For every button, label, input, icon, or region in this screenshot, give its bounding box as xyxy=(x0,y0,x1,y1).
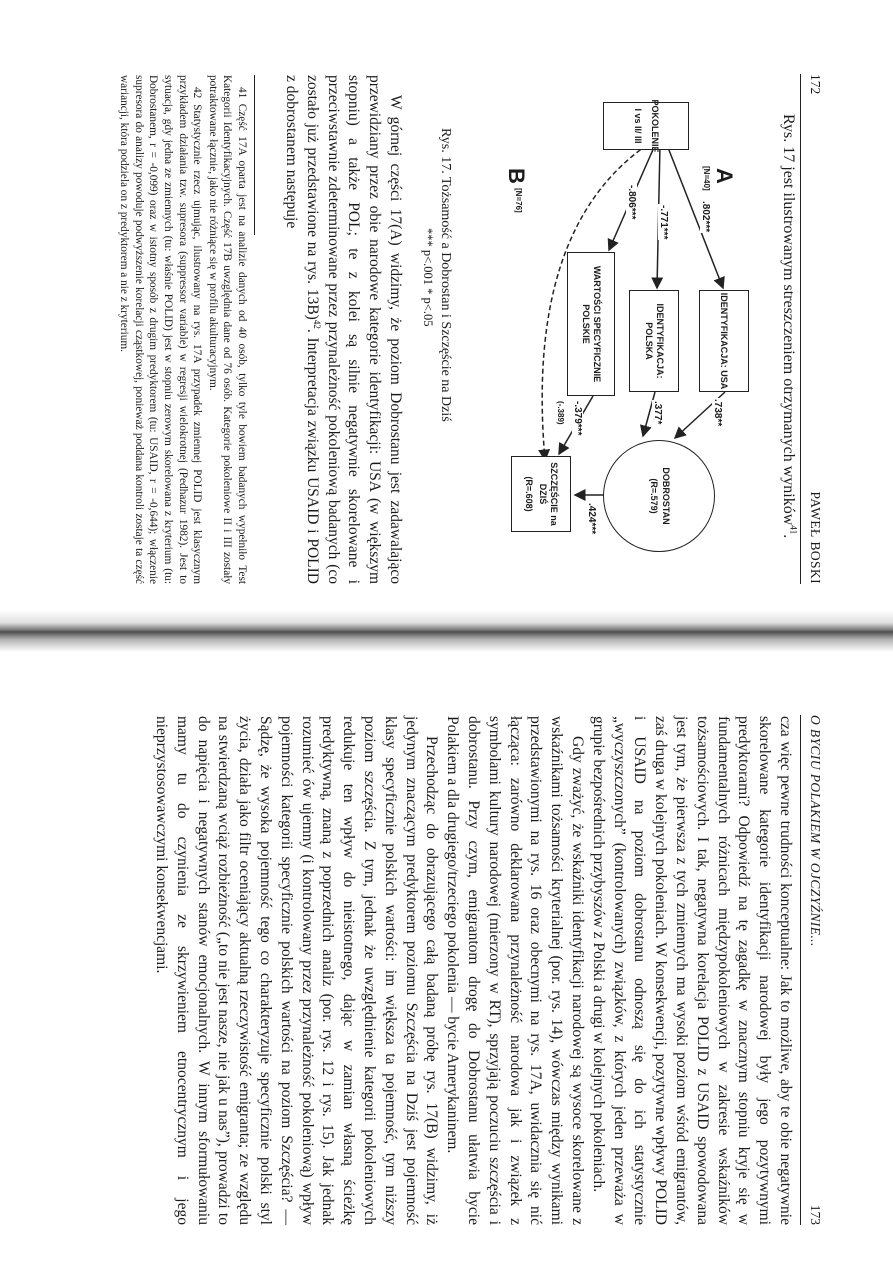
box-pokolenie xyxy=(603,99,689,153)
coef-dobrostan-szczescie: .424*** xyxy=(586,503,597,535)
footnote-42: 42 Statystycznie rzecz ujmując, ilustrowany na rys. 17A przypadek zmiennej POLID jest klasycznym przykładem działania tzw. supresora (suppressor variable) w regresji wielokrotnej (Pedhazur 1982). Jest to sytuacja, gdy jedna ze zmiennych (tu: właśnie POLID) jest w stopniu zerowym skorelowana z kryterium (tu: Dobrostanem, r = -0,099) oraz w istotny sposób z drugim predyktorem (tu: USAID, r = -0,644); włączenie supresora do analizy powoduje podwyższenie korelacji cząstkowej, ponieważ poddana kontroli zostaje ta część wariancji, która podziela on z predyktorem a nie z kryterium. xyxy=(118,75,204,584)
footnote-ref-42[interactable]: 42 xyxy=(311,319,322,329)
footnote-41: 41 Część 17A oparta jest na analizie danych od 40 osób, tylko tyle bowiem badanych wypełniło Test Kategorii Identyfikacyjnych. Część 17B uwzględnia dane od 76 osób. Kategorie pokoleniowe II i III zostały potraktowane łącznie, jako nie różniące się w profilu akulturacyjnym. xyxy=(206,75,248,584)
paragraph-left xyxy=(280,75,405,584)
footnote-rule xyxy=(254,75,255,235)
dobrostan-label: DOBROSTAN xyxy=(660,467,671,525)
group-b-n: [N=76] xyxy=(514,188,523,213)
szczescie-label: SZCZĘŚCIE na DZIŚ xyxy=(538,462,560,526)
body-left-text: W górnej części 17(A) widzimy, że poziom Dobrostanu jest zadawalająco przewidziany przez obie narodowe kategorie identyfikacji: USA (w większym stopniu) a także POL; te z kolei są silnie negatywnie skorelowane i przeciwstawnie zdeterminowane przez przynależność pokoleniową badanych (co zostało już przedstawione na rys. 13B) xyxy=(303,75,404,584)
header-rule xyxy=(800,74,801,584)
page-header-left xyxy=(801,74,823,584)
box-wartosci-polskie: WARTOŚCI SPECYFICZNIE POLSKIE xyxy=(567,252,615,396)
dobrostan-r: (R=.579) xyxy=(649,478,659,514)
significance-note: *** p<.001 * p<.05 xyxy=(421,228,435,327)
pokolenie-sub: I vs II/ III xyxy=(633,108,643,144)
intro-end: . xyxy=(780,534,797,539)
box-identyfikacja-usa: IDENTYFIKACJA: USA xyxy=(699,290,749,392)
page-173 xyxy=(0,641,893,1263)
figure-17 xyxy=(455,100,755,600)
arrow-a-usa xyxy=(667,145,723,288)
coef-polska-dobrostan: .377* xyxy=(652,401,663,425)
paragraph-3: Przechodząc do obrazującego całą badaną próbę rys. 17(B) widzimy, iż jedynym znaczącym predyktorem poziomu Szczęścia na Dziś jest pojemność klasy specyficznie polskich wartości: im większa ta pojemność, tym niższy poziom szczęścia. Z tym, jednak że uwzględnienie kategorii pokoleniowych redukuje ten wpływ do nieistotnego, dając w zamian własną ścieżkę predyktywną, znaną z poprzednich analiz (por. rys. 12 i rys. 15). Jak jednak rozumieć ów ujemny (i kontrolowany przez przynależność pokoleniową) wpływ pojemności kategorii specyficznie polskich wartości na poziom Szczęścia? — Sądzę, że wysoka pojemność tego co charakteryzuje specyficznie polski styl życia, działa jako filtr oceniający aktualną rzeczywistość emigranta; ze względu na stwierdzaną wciąż rozbieżność („to nie jest nasze, nie jak u nas”), prowadzi to do napięcia i negatywnych stanów emocjonalnych. W innym sformułowaniu mamy tu do czynienia ze skrzywieniem etnocentrycznym i jego nieprzystosowawczymi konsekwencjami. xyxy=(153,716,441,1225)
coef-small: (-.389) xyxy=(556,401,565,425)
intro-sentence xyxy=(779,114,797,538)
body-left xyxy=(280,75,405,584)
page-number-left: 172 xyxy=(808,74,823,95)
box-identyfikacja-polska: IDENTYFIKACJA: POLSKA xyxy=(629,290,679,392)
running-head-left: PAWEŁ BOSKI xyxy=(808,491,823,584)
page-172 xyxy=(0,0,893,622)
box-szczescie xyxy=(511,456,571,532)
group-a-n: [N=40] xyxy=(702,166,711,191)
intro-text: Rys. 17 jest ilustrowanym streszczeniem otrzymanych wyników xyxy=(780,114,797,526)
coef-usa-dobrostan: .738** xyxy=(712,399,723,427)
body-right xyxy=(150,716,795,1225)
footnotes xyxy=(116,75,249,584)
running-head-right: O BYCIU POLAKIEM W OJCZYŹNIE... xyxy=(808,715,823,947)
paragraph-2: Gdy zważyć, że wskaźniki identyfikacji narodowej są wysoce skorelowane z wskaźnikami tożsamości kryterialnej (por. rys. 14), wówczas między wynikami przedstawionymi na rys. 16 oraz obecnymi na rys. 17A, uwidacznia się nić łącząca: zarówno deklarowana przynależność narodowa jak i związek z symbolami kultury narodowej (mierzony w RT), sprzyjają poczuciu szczęścia i dobrostanu. Przy czym, emigrantom drogę do Dobrostanu ułatwia bycie Polakiem a dla drugiego/trzeciego pokolenia — bycie Amerykaninem. xyxy=(444,716,587,1225)
pokolenie-label: POKOLENIE xyxy=(649,99,660,153)
body-left-end: . Interpretacja związku USAID i POLID z dobrostanem następuje xyxy=(283,75,321,584)
coef-a-usa: .802*** xyxy=(700,201,711,233)
paragraph-1: cza więc pewne trudności konceptualne: Jak to możliwe, aby te obie negatywnie skorelowane kategorie identyfikacji narodowej były jego pozytywnymi predyktorami? Odpowiedź na tę zagadkę w znacznym stopniu kryje się w fundamentalnych różnicach międzypokoleniowych w zakresie wskaźników tożsamościowych. I tak, negatywna korelacja POLID z USAID spowodowana jest tym, że pierwsza z tych zmiennych ma wysoki poziom wśród emigrantów, zaś druga w kolejnych pokoleniach. W konsekwencji, pozytywne wpływy POLID i USAID na poziom dobrostanu odnoszą się do ich statystycznie „wyczyszczonych” (kontrolowanych) związków, z których jeden przeważa w grupie bezpośrednich przybyszów z Polski a drugi w kolejnych pokoleniach. xyxy=(589,716,794,1225)
coef-b-wartosci: -.806*** xyxy=(626,185,637,220)
szczescie-r: (R=.608) xyxy=(523,476,534,512)
circle-dobrostan xyxy=(603,440,715,552)
group-label-a: A xyxy=(712,168,737,184)
page-number-right: 173 xyxy=(808,1204,823,1225)
coef-a-polska: -.771*** xyxy=(658,205,669,240)
header-rule-right xyxy=(800,715,801,1225)
page-header-right xyxy=(801,715,823,1225)
coef-wartosci-szczescie: -.379*** xyxy=(572,401,583,436)
footnote-ref-41[interactable]: 41 xyxy=(788,525,799,535)
figure-caption: Rys. 17. Tożsamość a Dobrostan i Szczęście na Dziś xyxy=(438,128,453,422)
group-label-b: B xyxy=(504,168,529,184)
